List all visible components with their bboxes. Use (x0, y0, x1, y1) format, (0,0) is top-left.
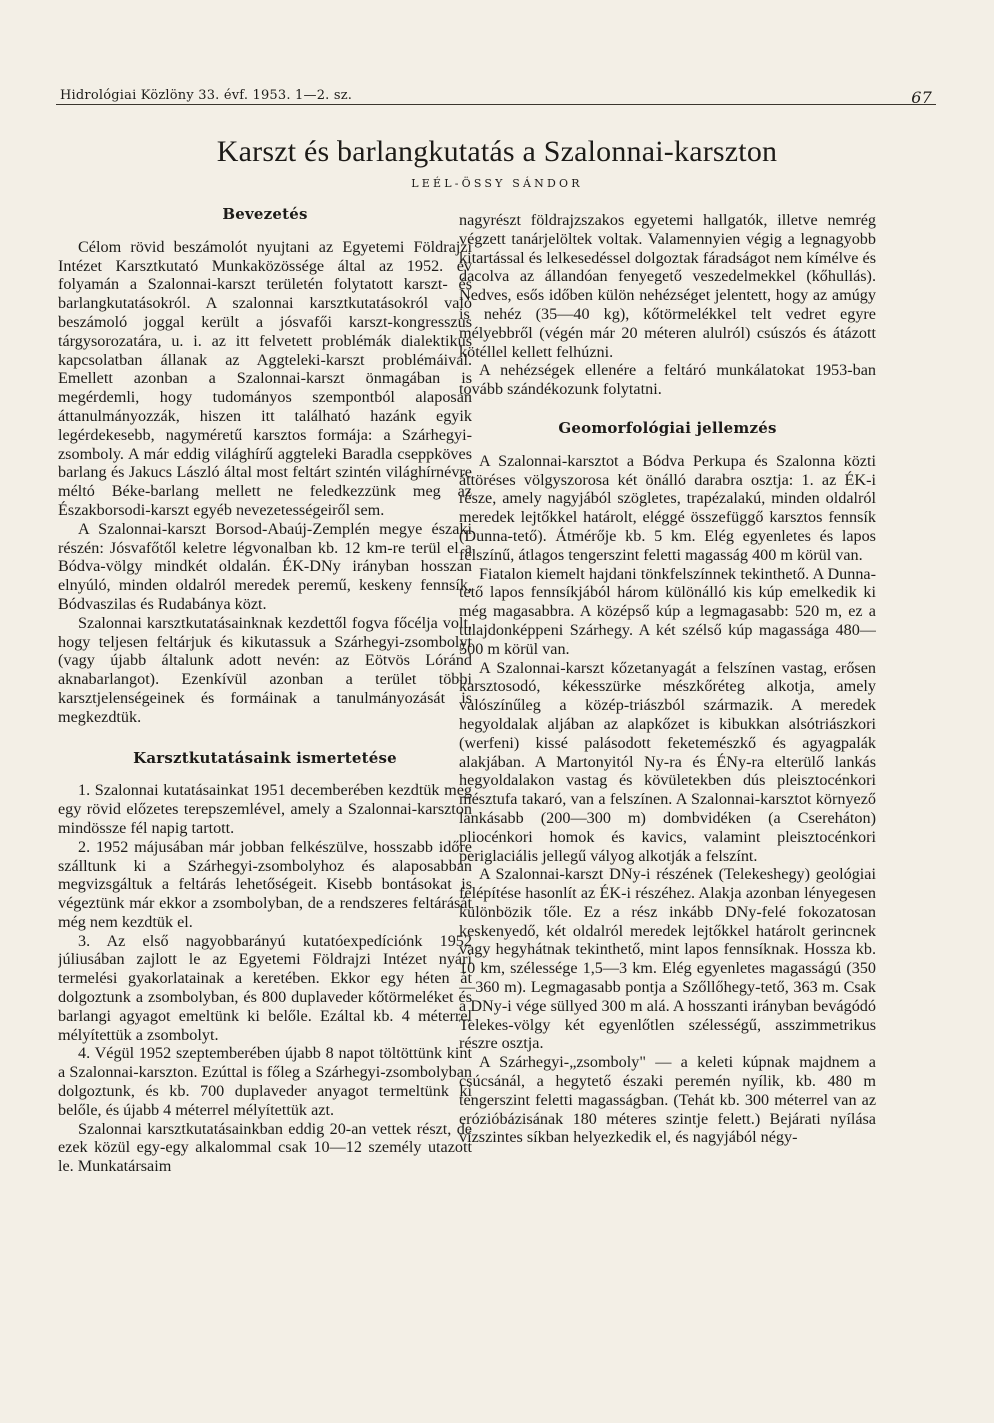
section-heading-geomorphology: Geomorfológiai jellemzés (558, 418, 777, 437)
paragraph: 2. 1952 májusában már jobban felkészülve, hosszabb időre szálltunk ki a Szárhegyi-zsombolyhoz és alaposabban megvizsgáltuk a feltárás lehetőségeit. Kisebb bontásokat is végeztünk már ekkor a zsombolyban, de a rendszeres feltárását még nem kezdtük el. (58, 837, 472, 931)
paragraph-continued: nagyrészt földrajzszakos egyetemi hallgatók, illetve nemrég végzett tanárjelöltek voltak. Valamennyien végig a legnagyobb kitartással és lelkesedéssel dolgoztak fáradságot nem kímélve és dacolva az állandóan fenyegető veszedelmekkel (kőhullás). Nedves, esős időben külön nehézséget jelentett, hogy az amúgy is nehéz (35—40 kg), kőtörmelékkel telt vedret egyre mélyebbről (végén már 20 méteren alulról) csúszós és átázott kötéllel kellett felhúzni. (459, 211, 876, 361)
section-heading-methods: Karsztkutatásaink ismertetése (133, 748, 397, 767)
paragraph: Célom rövid beszámolót nyujtani az Egyetemi Földrajzi Intézet Karsztkutató Munkaközössége által az 1952. év folyamán a Szalonnai-karszt területén folytatott karszt- és barlangkutatásokról. A szalonnai karsztkutatásokról való beszámoló joggal került a jósvafői karszt-kongresszus tárgysorozatára, u. i. az itt felvetett problémák dialektikus kapcsolatban állanak az Aggteleki-karszt problémáival. Emellett azonban a Szalonnai-karszt önmagában is megérdemli, hogy tudományos szempontból alaposan áttanulmányozzák, hiszen itt található hazánk egyik legérdekesebb, nagyméretű karsztos formája: a Szárhegyi-zsomboly. A már eddig világhírű aggteleki Baradla cseppköves barlang és Jakucs László által most feltárt szintén világhírnévre méltó Béke-barlang mellett ne feledkezzünk meg az Északborsodi-karszt egyéb nevezetességeiről sem. (58, 237, 472, 519)
right-column (459, 211, 876, 1396)
paragraph: A nehézségek ellenére a feltáró munkálatokat 1953-ban tovább szándékozunk folytatni. (459, 361, 876, 399)
header-rule (56, 104, 936, 105)
paragraph: Szalonnai karsztkutatásainknak kezdettől fogva főcélja volt, hogy teljesen feltárjuk és kikutassuk a Szárhegyi-zsombolyt (vagy újabb általunk adott nevén: az Eötvös Lóránd aknabarlangot). Ezenkívül azonban a terület többi karsztjelenségeinek és formáinak a tanulmányozását is megkezdtük. (58, 613, 472, 726)
paragraph: 1. Szalonnai kutatásainkat 1951 decemberében kezdtük meg egy rövid előzetes terepszemlével, amely a Szalonnai-karszton mindössze fél napig tartott. (58, 781, 472, 837)
section-heading-intro: Bevezetés (222, 205, 308, 223)
paragraph: 3. Az első nagyobbarányú kutatóexpedíciónk 1952 júliusában zajlott le az Egyetemi Földrajzi Intézet nyári termelési gyakorlatainak a keretében. Ekkor egy héten át dolgoztunk a zsombolyban, és 800 duplaveder kőtörmeléket és barlangi agyagot emeltünk ki belőle. Ezáltal kb. 4 méterrel mélyítettük a zsombolyt. (58, 931, 472, 1044)
paragraph: A Szalonnai-karszt Borsod-Abaúj-Zemplén megye északi részén: Jósvafőtől keletre légvonalban kb. 12 km-re terül el a Bódva-völgy mindkét oldalán. ÉK-DNy irányban hosszan elnyúló, minden oldalról meredek peremű, keskeny fennsík, Bódvaszilas és Rudabánya közt. (58, 519, 472, 613)
paragraph: Fiatalon kiemelt hajdani tönkfelszínnek tekinthető. A Dunna-tető lapos fennsíkjából három különálló kis kúp emelkedik ki még magasabbra. A középső kúp a legmagasabb: 520 m, ez a tulajdonképpeni Szárhegy. A két szélső kúp magassága 480—500 m körül van. (459, 564, 876, 658)
article-title: Karszt és barlangkutatás a Szalonnai-karszton (216, 135, 778, 168)
paragraph: A Szalonnai-karszt DNy-i részének (Telekeshegy) geológiai felépítése hasonlít az ÉK-i részéhez. Alakja azonban lényegesen különbözik tőle. Ez a rész inkább DNy-felé fokozatosan keskenyedő, két oldalról meredek lejtőkkel határolt gerincnek vagy hegyhátnak tekinthető, mint lapos fennsíknak. Hossza kb. 10 km, szélessége 1,5—3 km. Elég egyenletes magasságú (350—360 m). Legmagasabb pontja a Szőllőhegy-tető, 363 m. Csak a DNy-i vége süllyed 300 m alá. A hosszanti irányban bevágódó Telekes-völgy két egyenlőtlen szélességű, asszimmetrikus részre osztja. (459, 865, 876, 1053)
article-author: LEÉL-ÖSSY SÁNDOR (411, 177, 583, 190)
left-column (58, 205, 472, 1390)
paragraph: 4. Végül 1952 szeptemberében újabb 8 napot töltöttünk kint a Szalonnai-karszton. Ezúttal is főleg a Szárhegyi-zsombolyban dolgoztunk, és kb. 700 duplaveder anyagot termeltünk ki belőle, és újabb 4 méterrel mélyítettük azt. (58, 1044, 472, 1119)
paragraph: A Szárhegyi-„zsomboly" — a keleti kúpnak majdnem a csúcsánál, a hegytető északi peremén nyílik, kb. 480 m tengerszint feletti magasságban. (Tehát kb. 300 méterrel van az erózióbázisának 180 méteres szintje felett.) Bejárati nyílása vízszintes síkban helyezkedik el, és nagyjából négy- (459, 1053, 876, 1147)
paragraph: A Szalonnai-karszt kőzetanyagát a felszínen vastag, erősen karsztosodó, kékesszürke mészkőréteg alkotja, amely valószínűleg a közép-triászból származik. A meredek hegyoldalak aljában az alapkőzet is kibukkan alsótriászkori (werfeni) kissé palásodott feketemészkő és agyagpalák alakjában. A Martonyitól Ny-ra és ÉNy-ra elterülő lankás hegyoldalakon vastag és kövületekben dús pleisztocénkori mésztufa takaró, van a felszínen. A Szalonnai-karsztot környező lankásabb (200—300 m) dombvidéken (a Csereháton) pliocénkori homok és kavics, valamint pleisztocénkori periglaciális jellegű vályog alkotják a felszínt. (459, 658, 876, 865)
paragraph: Szalonnai karsztkutatásainkban eddig 20-an vettek részt, de ezek közül egy-egy alkalommal csak 10—12 személy utazott le. Munkatársaim (58, 1119, 472, 1176)
running-header (60, 88, 932, 108)
page-number: 67 (911, 88, 932, 107)
journal-citation: Hidrológiai Közlöny 33. évf. 1953. 1—2. sz. (60, 88, 353, 103)
paragraph: A Szalonnai-karsztot a Bódva Perkupa és Szalonna közti áttöréses völgyszorosa két önálló darabra osztja: 1. az ÉK-i része, amely nagyjából szögletes, trapézalakú, minden oldalról meredek lejtőkkel határolt, eléggé összefüggő karsztos fennsík (Dunna-tető). Átmérője kb. 5 km. Elég egyenletes és lapos felszínű, átlagos tengerszint feletti magasság 400 m körül van. (459, 451, 876, 564)
